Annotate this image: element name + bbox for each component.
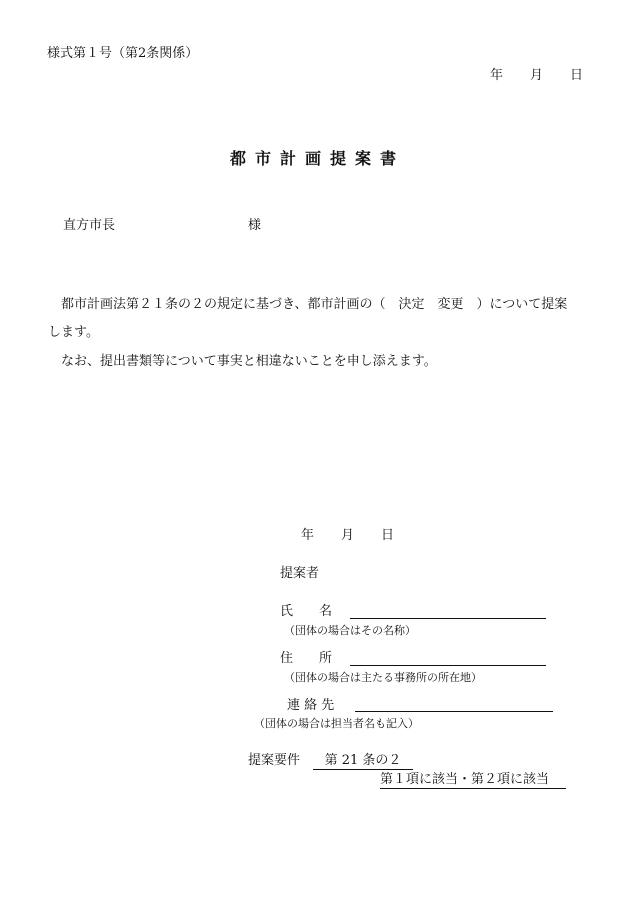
address-field[interactable]: [350, 651, 546, 666]
addressee-name: 直方市長: [63, 218, 116, 233]
name-field[interactable]: [350, 604, 546, 619]
top-date-month: 月: [530, 68, 544, 83]
address-note: （団体の場合は主たる事務所の所在地）: [284, 671, 482, 684]
addressee-honorific: 様: [248, 218, 262, 233]
contact-label: 連 絡 先: [287, 698, 335, 713]
requirement-label: 提案要件: [248, 753, 301, 768]
sign-date-day: 日: [381, 528, 395, 543]
contact-note: （団体の場合は担当者名も記入）: [254, 717, 419, 730]
sign-date-month: 月: [341, 528, 355, 543]
body-line-3: なお、提出書類等について事実と相違ないことを申し添えます。: [61, 354, 437, 369]
address-label: 住 所: [280, 651, 333, 666]
contact-field[interactable]: [355, 697, 553, 712]
body-line-1: 都市計画法第２１条の２の規定に基づき、都市計画の（ 決定 変更 ）について提案: [61, 297, 568, 312]
top-date-day: 日: [570, 68, 584, 83]
top-date-year: 年: [490, 68, 504, 83]
form-id: 様式第１号（第2条関係）: [47, 46, 199, 61]
requirement-clause: 第１項に該当・第２項に該当: [380, 773, 566, 789]
sign-date-year: 年: [301, 528, 315, 543]
page-title: 都市計画提案書: [230, 149, 406, 168]
name-note: （団体の場合はその名称）: [284, 624, 416, 637]
name-label: 氏 名: [280, 604, 333, 619]
requirement-article: 第 21 条の２: [313, 754, 413, 770]
body-line-2: します。: [48, 325, 99, 340]
proposer-heading: 提案者: [280, 566, 320, 581]
